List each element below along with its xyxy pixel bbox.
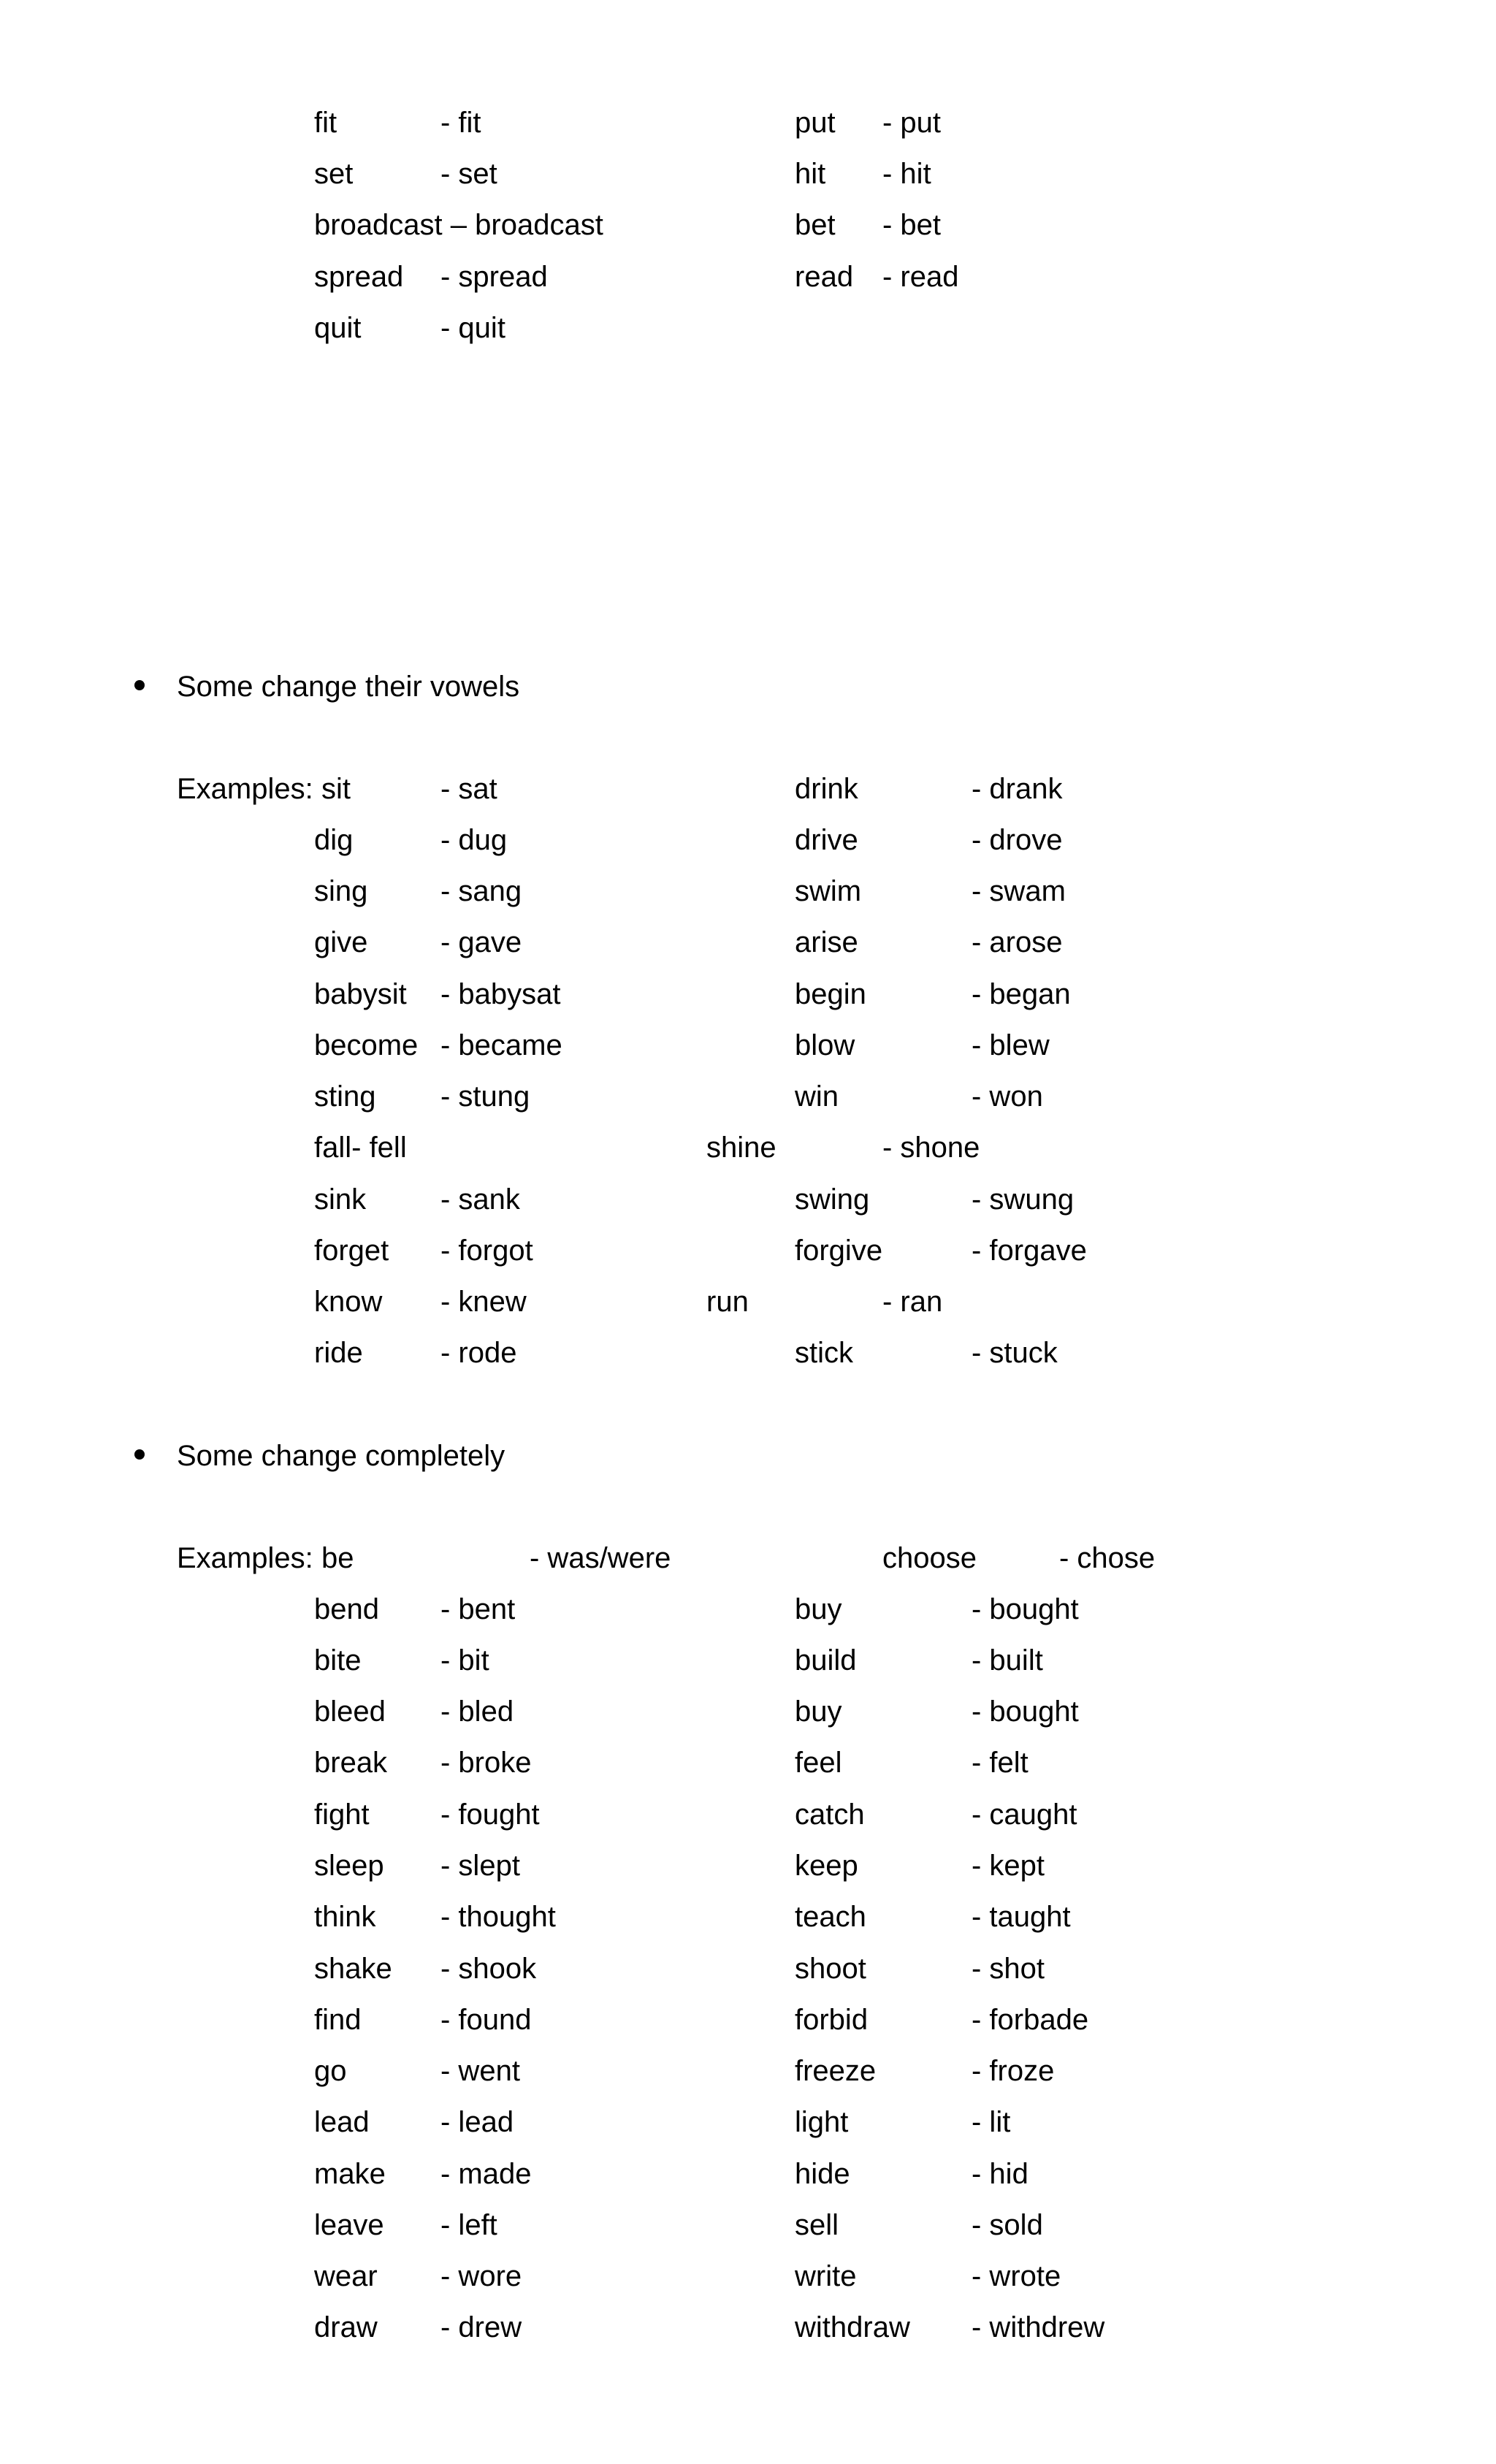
verb-base: lead (314, 2106, 370, 2138)
verb-past: - became (440, 1029, 562, 1061)
verb-base: bet (795, 209, 836, 241)
verb-past: - withdrew (972, 2311, 1105, 2343)
verb-past: - slept (440, 1850, 520, 1882)
verb-past: - babysat (440, 978, 561, 1010)
verb-base: bleed (314, 1696, 386, 1728)
section-heading: Some change their vowels (177, 671, 520, 703)
verb-past: - fit (440, 107, 481, 139)
verb-base: hit (795, 158, 826, 190)
verb-base: swing (795, 1183, 870, 1216)
verb-past: - bit (440, 1644, 489, 1677)
verb-past: - stuck (972, 1337, 1058, 1369)
verb-base: sell (795, 2209, 839, 2241)
section-heading: Some change completely (177, 1440, 505, 1472)
verb-base: sting (314, 1080, 376, 1113)
verb-past: - shot (972, 1953, 1045, 1985)
verb-past: - forgave (972, 1235, 1087, 1267)
verb-base: quit (314, 312, 362, 344)
verb-pair: fall- fell (314, 1132, 407, 1164)
verb-base: shoot (795, 1953, 866, 1985)
verb-base: drink (795, 773, 858, 805)
verb-base: forbid (795, 2004, 869, 2036)
verb-past: - shook (440, 1953, 537, 1985)
verb-past: - knew (440, 1286, 527, 1318)
verb-base: sleep (314, 1850, 384, 1882)
verb-base: dig (314, 824, 354, 856)
verb-base: shake (314, 1953, 392, 1985)
verb-base: write (795, 2260, 857, 2292)
verb-base: win (795, 1080, 839, 1113)
verb-base: babysit (314, 978, 407, 1010)
verb-past: - built (972, 1644, 1043, 1677)
verb-past: - forbade (972, 2004, 1089, 2036)
verb-past: - read (882, 261, 959, 293)
verb-base: swim (795, 875, 862, 907)
verb-past: - shone (882, 1132, 980, 1164)
verb-base: draw (314, 2311, 378, 2343)
verb-base: hide (795, 2158, 850, 2190)
verb-past: - put (882, 107, 942, 139)
verb-past: - was/were (530, 1542, 671, 1574)
verb-base: know (314, 1286, 383, 1318)
bullet-icon (134, 1449, 145, 1460)
verb-past: - wore (440, 2260, 522, 2292)
verb-past: - chose (1059, 1542, 1156, 1574)
verb-past: - froze (972, 2055, 1055, 2087)
verb-base: leave (314, 2209, 384, 2241)
verb-base: blow (795, 1029, 855, 1061)
verb-past: - fought (440, 1799, 540, 1831)
verb-base: withdraw (795, 2311, 910, 2343)
verb-past: - dug (440, 824, 508, 856)
verb-past: - stung (440, 1080, 530, 1113)
verb-base: read (795, 261, 854, 293)
verb-base: teach (795, 1901, 866, 1933)
verb-base: choose (882, 1542, 977, 1574)
verb-past: - gave (440, 926, 522, 958)
verb-past: - drove (972, 824, 1063, 856)
verb-past: - felt (972, 1747, 1028, 1779)
verb-base: sing (314, 875, 368, 907)
verb-base: begin (795, 978, 866, 1010)
verb-base: ride (314, 1337, 363, 1369)
verb-past: - swam (972, 875, 1066, 907)
verb-past: - went (440, 2055, 520, 2087)
verb-past: - sold (972, 2209, 1043, 2241)
verb-past: - wrote (972, 2260, 1061, 2292)
verb-base: become (314, 1029, 419, 1061)
verb-base: run (706, 1286, 749, 1318)
verb-past: - taught (972, 1901, 1071, 1933)
verb-base: make (314, 2158, 386, 2190)
verb-base: shine (706, 1132, 776, 1164)
verb-past: - forgot (440, 1235, 533, 1267)
verb-base: give (314, 926, 368, 958)
verb-base: set (314, 158, 354, 190)
verb-past: - left (440, 2209, 497, 2241)
verb-past: - found (440, 2004, 532, 2036)
verb-base: catch (795, 1799, 865, 1831)
verb-past: - sang (440, 875, 522, 907)
verb-base: sink (314, 1183, 367, 1216)
verb-base: feel (795, 1747, 842, 1779)
verb-base: bend (314, 1593, 379, 1625)
verb-base: buy (795, 1696, 842, 1728)
examples-label: Examples: (177, 773, 313, 805)
verb-base: keep (795, 1850, 858, 1882)
examples-label: Examples: (177, 1542, 313, 1574)
verb-base: forget (314, 1235, 389, 1267)
verb-base: light (795, 2106, 849, 2138)
verb-past: - rode (440, 1337, 517, 1369)
verb-base: break (314, 1747, 388, 1779)
verb-past: - bought (972, 1696, 1079, 1728)
verb-past: - lead (440, 2106, 514, 2138)
verb-past: - hid (972, 2158, 1028, 2190)
verb-base: go (314, 2055, 347, 2087)
verb-base: be (321, 1542, 354, 1574)
verb-past: - bought (972, 1593, 1079, 1625)
verb-base: fit (314, 107, 337, 139)
verb-base: arise (795, 926, 858, 958)
verb-past: - broke (440, 1747, 532, 1779)
verb-past: - ran (882, 1286, 943, 1318)
bullet-icon (134, 680, 145, 690)
verb-past: - quit (440, 312, 505, 344)
verb-past: - kept (972, 1850, 1045, 1882)
verb-past: - swung (972, 1183, 1075, 1216)
verb-pair: broadcast – broadcast (314, 209, 603, 241)
verb-base: freeze (795, 2055, 877, 2087)
verb-base: stick (795, 1337, 853, 1369)
verb-base: wear (314, 2260, 378, 2292)
verb-base: find (314, 2004, 362, 2036)
verb-past: - hit (882, 158, 931, 190)
verb-base: fight (314, 1799, 370, 1831)
verb-past: - bet (882, 209, 942, 241)
verb-past: - drew (440, 2311, 522, 2343)
verb-base: think (314, 1901, 376, 1933)
verb-past: - bled (440, 1696, 514, 1728)
verb-base: bite (314, 1644, 362, 1677)
verb-past: - made (440, 2158, 532, 2190)
verb-base: put (795, 107, 836, 139)
verb-past: - bent (440, 1593, 516, 1625)
verb-past: - thought (440, 1901, 556, 1933)
verb-past: - sank (440, 1183, 520, 1216)
verb-past: - sat (440, 773, 497, 805)
verb-base: buy (795, 1593, 842, 1625)
verb-past: - set (440, 158, 497, 190)
verb-base: forgive (795, 1235, 883, 1267)
verb-past: - blew (972, 1029, 1050, 1061)
verb-base: spread (314, 261, 404, 293)
verb-base: sit (321, 773, 351, 805)
verb-past: - caught (972, 1799, 1077, 1831)
verb-past: - began (972, 978, 1071, 1010)
verb-base: drive (795, 824, 858, 856)
verb-past: - drank (972, 773, 1063, 805)
verb-past: - arose (972, 926, 1063, 958)
verb-base: build (795, 1644, 857, 1677)
verb-past: - spread (440, 261, 548, 293)
verb-past: - lit (972, 2106, 1011, 2138)
verb-past: - won (972, 1080, 1043, 1113)
